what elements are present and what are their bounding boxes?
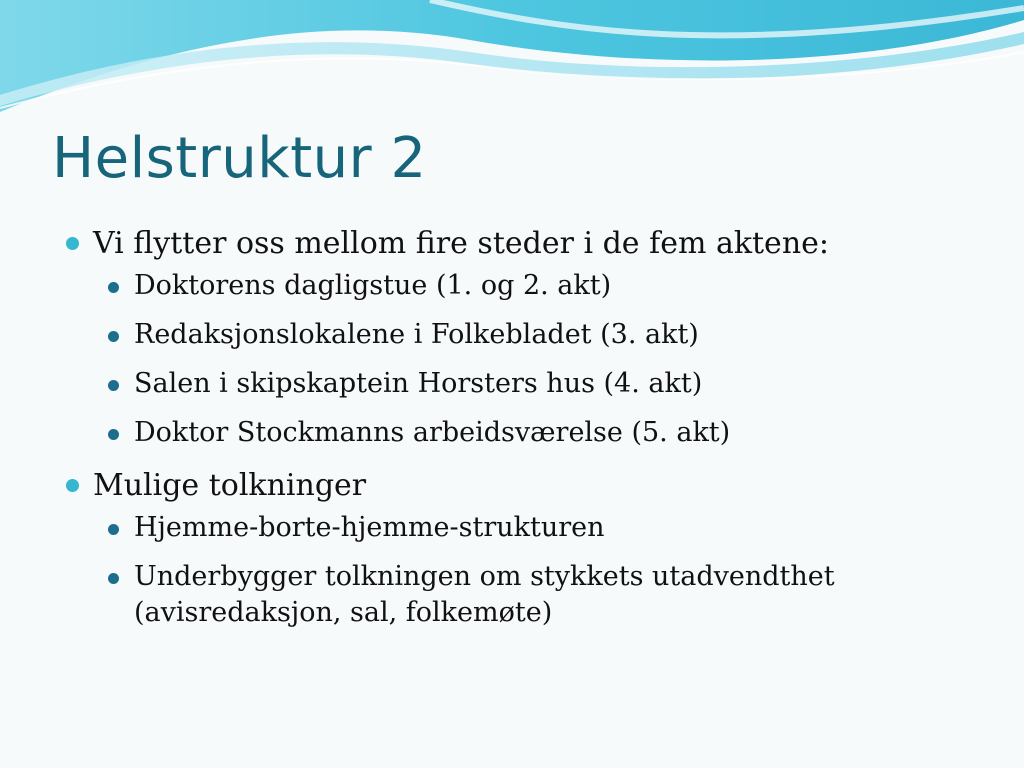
bullet-text: Mulige tolkninger — [93, 468, 367, 503]
sub-bullet-icon — [108, 331, 119, 342]
wave-header-decoration — [0, 0, 1024, 130]
sub-bullet-item — [106, 415, 964, 451]
sub-bullet-text: Doktorens dagligstue (1. og 2. akt) — [134, 270, 612, 301]
sub-bullet-item — [106, 559, 964, 631]
bullet-list — [64, 222, 964, 644]
sub-bullet-icon — [108, 524, 119, 535]
sub-bullet-text: Underbygger tolkningen om stykkets utadvendthet (avisredaksjon, sal, folkemøte) — [134, 561, 835, 628]
sub-bullet-text: Doktor Stockmanns arbeidsværelse (5. akt) — [134, 417, 731, 448]
bullet-item — [64, 222, 964, 266]
sub-bullet-item — [106, 510, 964, 546]
sub-bullet-text: Salen i skipskaptein Horsters hus (4. akt) — [134, 368, 703, 399]
sub-bullet-item — [106, 268, 964, 304]
sub-bullet-text: Redaksjonslokalene i Folkebladet (3. akt) — [134, 319, 699, 350]
slide-title: Helstruktur 2 — [52, 126, 427, 191]
sub-bullet-icon — [108, 380, 119, 391]
bullet-icon — [66, 479, 79, 492]
sub-bullet-item — [106, 366, 964, 402]
bullet-text: Vi flytter oss mellom fire steder i de fem aktene: — [93, 226, 829, 261]
sub-bullet-icon — [108, 282, 119, 293]
sub-bullet-icon — [108, 429, 119, 440]
bullet-item — [64, 464, 964, 508]
bullet-icon — [66, 237, 79, 250]
sub-bullet-text: Hjemme-borte-hjemme-strukturen — [134, 512, 605, 543]
sub-bullet-item — [106, 317, 964, 353]
sub-bullet-icon — [108, 573, 119, 584]
